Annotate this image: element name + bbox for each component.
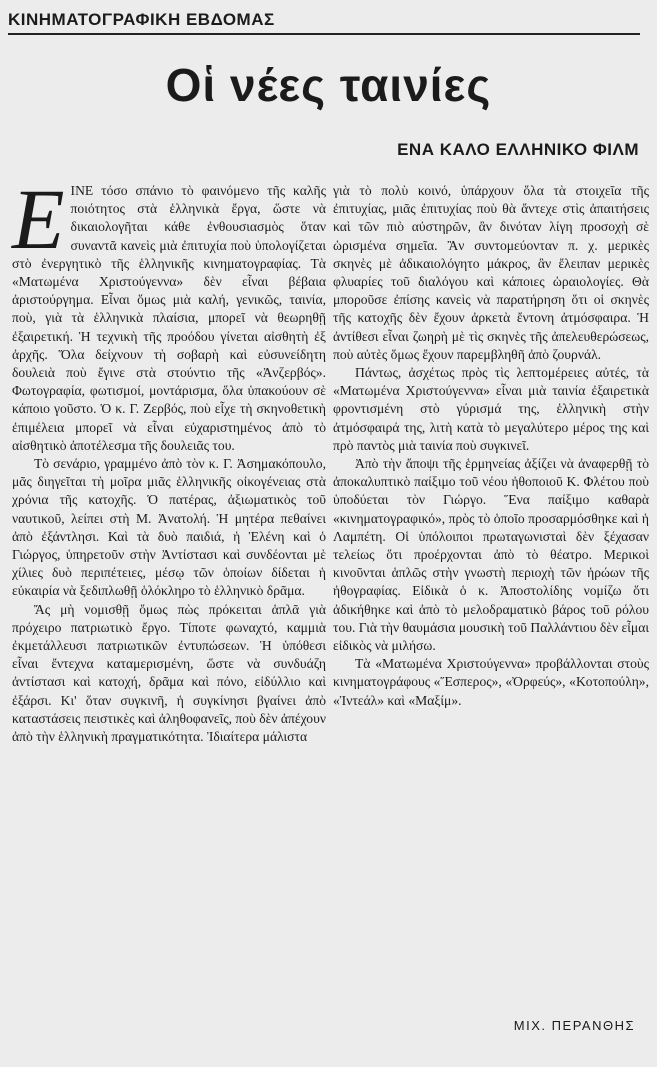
subheadline: ΕΝΑ ΚΑΛΟ ΕΛΛΗΝΙΚΟ ΦΙΛΜ bbox=[397, 140, 639, 159]
headline: Οἱ νέες ταινίες bbox=[165, 59, 492, 111]
section-header: ΚΙΝΗΜΑΤΟΓΡΑΦΙΚΗ ΕΒΔΟΜΑΣ bbox=[8, 10, 640, 35]
article-column-right bbox=[333, 182, 649, 710]
paragraph: Τὸ σενάριο, γραμμένο ἀπὸ τὸν κ. Γ. Ἀσημακόπουλο, μᾶς διηγεῖται τὴ μοῖρα μιᾶς ἑλληνικῆς οἰκογένειας στὰ χρόνια τῆς κατοχῆς. Ὁ πατέρας, ἀξιωματικὸς τοῦ ναυτικοῦ, λείπει στὴ Μ. Ἀνατολή. Ἡ μητέρα πεθαίνει ἀπὸ ἐξάντλησι. Καὶ τὰ δυὸ παιδιά, ἡ Ἑλένη καὶ ὁ Γιώργος, ὑπηρετοῦν στὴν Ἀντίστασι καὶ συνδέονται μὲ χίλιες δυὸ περιπέτειες, μέσῳ τῶν ὁποίων δίδεται ἡ εὐκαιρία νὰ ξεδιπλωθῇ ὁλόκληρο τὸ ἑλληνικὸ δρᾶμα. bbox=[12, 456, 326, 599]
paragraph: Πάντως, ἀσχέτως πρὸς τὶς λεπτομέρειες αὐτές, τὰ «Ματωμένα Χριστούγεννα» εἶναι μιὰ ταινία ἐξαιρετικὰ φροντισμένη στὸ γύρισμά της, ἑλληνικὴ στὴν ἀτμόσφαιρά της, λιτὴ κατὰ τὸ μεγαλύτερο μέρος της καὶ πρὸ παντὸς μιὰ ταινία ποὺ συγκινεῖ. bbox=[333, 365, 649, 453]
paragraph: γιὰ τὸ πολὺ κοινό, ὑπάρχουν ὅλα τὰ στοιχεῖα τῆς ἐπιτυχίας, μιᾶς ἐπιτυχίας ποὺ θὰ ἄντεχε στὶς ἀπαιτήσεις καὶ τῶν πιὸ αὐστηρῶν, ἂν δινόταν λίγη προσοχὴ σὲ ὡρισμένα σημεῖα. Ἂν συντομεύονταν π. χ. μερικὲς σκηνὲς μὲ ἀδικαιολόγητο μάκρος, ἂν ἔλειπαν μερικὲς φλυαρίες τοῦ διαλόγου καὶ κάποιες ὡραιολογίες. Θὰ μποροῦσε ἐπίσης κανεὶς νὰ παρατήρηση ὅτι οἱ σκηνὲς τῆς κατοχῆς δὲν ἔχουν ἀρκετὰ ἔντονη ἀτμόσφαιρα. Ἡ ἀντίθεσι εἶναι ζωηρὴ μὲ τὶς σκηνὲς τῆς ἀπελευθερώσεως, ποὺ αὐτὲς ὅμως ἔχουν παρεμβληθῆ ἀπὸ ζουρνάλ. bbox=[333, 183, 649, 362]
article-column-left bbox=[12, 171, 326, 746]
paragraph: Τὰ «Ματωμένα Χριστούγεννα» προβάλλονται στοὺς κινηματογράφους «Ἕσπερος», «Ὀρφεύς», «Κοτοπούλη», «Ἰντεάλ» καὶ «Μαξίμ». bbox=[333, 656, 649, 708]
paragraph: ΙΝΕ τόσο σπάνιο τὸ φαινόμενο τῆς καλῆς ποιότητος στὰ ἑλληνικὰ ἔργα, ὥστε νὰ δικαιολογῆται κάθε ἐνθουσιασμὸς ὅταν συναντᾶ κανεὶς μιὰ ἐπιτυχία ποὺ ὑπολογίζεται στὸ ἐνεργητικὸ τῆς ἑλληνικῆς κινηματογραφίας. Τὰ «Ματωμένα Χριστούγεννα» δὲν εἶναι βέβαια ἀριστούργημα. Εἶναι ὅμως μιὰ καλή, γενικῶς, ταινία, ποὺ, γιὰ τὰ ἑλληνικὰ πλαίσια, μπορεῖ νὰ θεωρηθῇ ἐξαιρετική. Ἡ τεχνικὴ τῆς προόδου γίνεται αἰσθητὴ ἐξ ἀρχῆς. Ὅλα δείχνουν τὴ σοβαρὴ καὶ εὐσυνείδητη δουλειὰ ποὺ ἔγινε στὰ στούντιο τῆς «Ἀνζερβός». Φωτογραφία, φωτισμοί, μοντάρισμα, ὅλα ὑπακούουν σὲ κάποιο γοῦστο. Ὁ κ. Γ. Ζερβός, ποὺ εἶχε τὴ σκηνοθετικὴ ἐπιμέλεια μπορεῖ νὰ εἶναι εὐχαριστημένος ἀπὸ τὸ αἰσθητικὸ ἀποτέλεσμα τῆς δουλειᾶς του. bbox=[12, 183, 326, 453]
drop-cap: Ε bbox=[12, 171, 65, 267]
author-signature: ΜΙΧ. ΠΕΡΑΝΘΗΣ bbox=[513, 1018, 635, 1033]
paragraph: Ἄς μὴ νομισθῇ ὅμως πὼς πρόκειται ἁπλᾶ γιὰ πρόχειρο πατριωτικὸ ἔργο. Τίποτε φωναχτό, καμμιὰ ἐκμετάλλευσι πατριωτικῶν ἐντυπώσεων. Ἡ ὑπόθεσι εἶναι ἔντεχνα καταμερισμένη, ὥστε νὰ συνδυάζη ἀντίστασι καὶ κατοχή, δρᾶμα καὶ πόνο, εἰδύλλιο καὶ ἐξάρσι. Κι' ὅταν συγκινῆ, ἡ συγκίνησι βγαίνει ἀπὸ καταστάσεις πειστικὲς καὶ ἀληθοφανεῖς, ποὺ δὲν ἀπέχουν ἀπὸ τὴν ἑλληνικὴ πραγματικότητα. Ἰδιαίτερα μάλιστα bbox=[12, 601, 326, 745]
paragraph: Ἀπὸ τὴν ἄποψι τῆς ἑρμηνείας ἀξίζει νὰ ἀναφερθῇ τὸ ἀποκαλυπτικὸ παίξιμο τοῦ νέου ἠθοποιοῦ Κ. Φλέτου ποὺ ὑποδύεται τὸν Γιώργο. Ἕνα παίξιμο καθαρὰ «κινηματογραφικό», πρὸς τὸ ὁποῖο προσαρμόσθηκε καὶ ἡ Λαμπέτη. Οἱ ὑπόλοιποι πρωταγωνισταὶ δὲν ξέχασαν τελείως ὅτι προέρχονται ἀπὸ τὸ θέατρο. Μερικοὶ κινοῦνται ἁπλῶς στὴν γνωστὴ περιοχὴ τῶν ἡρώων τῆς ἠθογραφίας. Εἰδικὰ ὁ κ. Ἀποστολίδης νομίζω ὅτι ἀδικήθηκε καὶ ἀπὸ τὸ μελοδραματικὸ βάρος τοῦ ρόλου του. Γιὰ τὴν θαυμάσια μουσικὴ τοῦ Παλλάντιου δὲν εἶμαι εἰδικὸς νὰ μιλήσω. bbox=[333, 456, 649, 654]
